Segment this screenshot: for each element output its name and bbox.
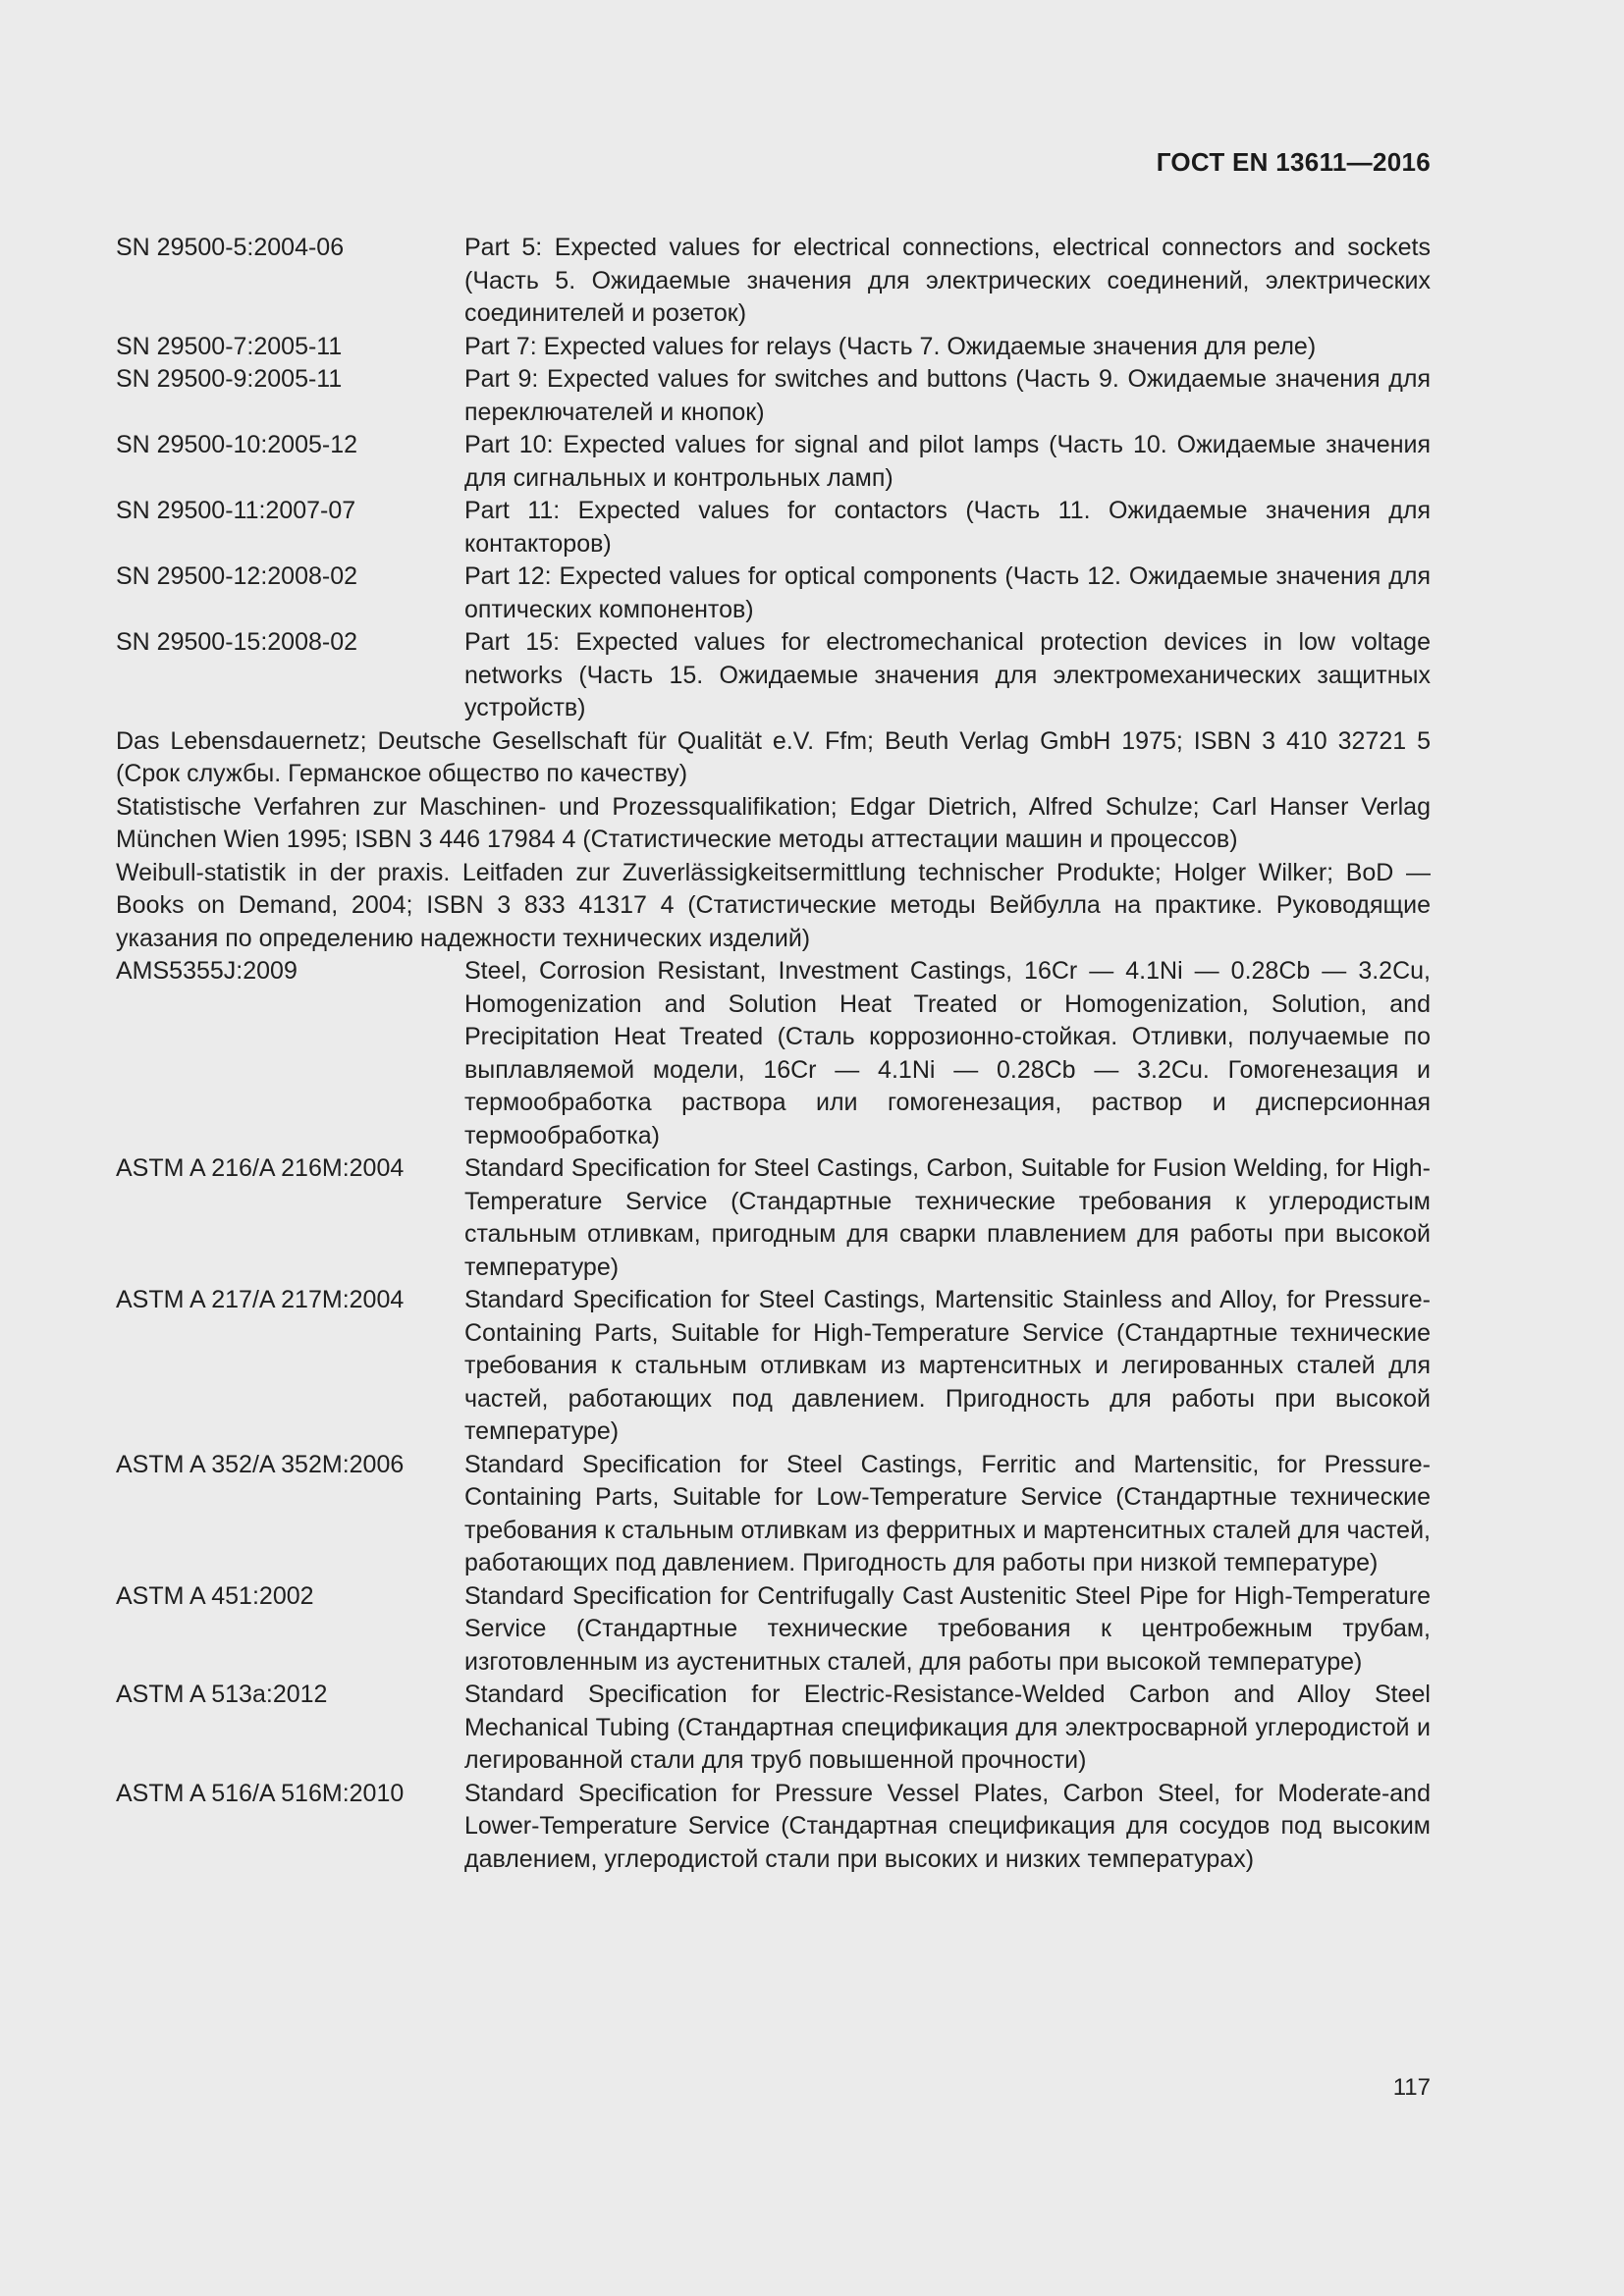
reference-title: Standard Specification for Steel Castings, Ferritic and Martensitic, for Pressure-Containing Parts, Suitable for Low-Temperature Service (Стандартные технические требования к стальным отливкам из ферритных и мартенситных сталей для частей, работающих под давлением. Пригодность для работы при низкой температуре) xyxy=(464,1450,1431,1576)
reference-entry xyxy=(116,363,1431,429)
reference-title: Part 7: Expected values for relays (Часть 7. Ожидаемые значения для реле) xyxy=(464,332,1317,360)
book-reference: Weibull-statistik in der praxis. Leitfaden zur Zuverlässigkeitsermittlung technischer Produkte; Holger Wilker; BoD — Books on Demand, 2004; ISBN 3 833 41317 4 (Статистические методы Вейбулла на практике. Руководящие указания по определению надежности технических изделий) xyxy=(116,858,1431,952)
reference-code: SN 29500-11:2007-07 xyxy=(116,497,356,524)
reference-entry xyxy=(116,561,1431,626)
reference-code: ASTM A 513a:2012 xyxy=(116,1681,328,1708)
reference-title: Steel, Corrosion Resistant, Investment Castings, 16Cr — 4.1Ni — 0.28Cb — 3.2Cu, Homogenization and Solution Heat Treated or Homogenization, Solution, and Precipitation Heat Treated (Сталь коррозионно-стойкая. Отливки, получаемые по выплавляемой модели, 16Cr — 4.1Ni — 0.28Cb — 3.2Cu. Гомогенезация и термообработка раствора или гомогенезация, раствор и дисперсионная термообработка) xyxy=(464,957,1431,1149)
reference-entry xyxy=(116,1778,1431,1877)
reference-title: Part 10: Expected values for signal and pilot lamps (Часть 10. Ожидаемые значения для сигнальных и контрольных ламп) xyxy=(464,431,1431,492)
reference-title: Part 9: Expected values for switches and buttons (Часть 9. Ожидаемые значения для переключателей и кнопок) xyxy=(464,365,1431,426)
reference-entry xyxy=(116,1284,1431,1449)
reference-title: Standard Specification for Steel Castings, Carbon, Suitable for Fusion Welding, for High-Temperature Service (Стандартные технические требования к углеродистым стальным отливкам, пригодным для сварки плавлением для работы при высокой температуре) xyxy=(464,1154,1431,1281)
reference-title: Standard Specification for Steel Castings, Martensitic Stainless and Alloy, for Pressure-Containing Parts, Suitable for High-Temperature Service (Стандартные технические требования к стальным отливкам из мартенситных и легированных сталей для частей, работающих под давлением. Пригодность для работы при высокой температуре) xyxy=(464,1286,1431,1445)
book-reference: Das Lebensdauernetz; Deutsche Gesellschaft für Qualität e.V. Ffm; Beuth Verlag GmbH 1975; ISBN 3 410 32721 5 (Срок службы. Германское общество по качеству) xyxy=(116,726,1431,787)
bibliography-list xyxy=(116,232,1431,1876)
reference-entry xyxy=(116,955,1431,1152)
reference-entry xyxy=(116,495,1431,561)
reference-code: ASTM A 217/A 217M:2004 xyxy=(116,1286,405,1313)
reference-entry xyxy=(116,1679,1431,1778)
reference-code: SN 29500-7:2005-11 xyxy=(116,332,343,360)
reference-title: Part 12: Expected values for optical components (Часть 12. Ожидаемые значения для оптических компонентов) xyxy=(464,562,1431,623)
reference-code: ASTM A 216/A 216M:2004 xyxy=(116,1154,405,1182)
reference-entry xyxy=(116,1580,1431,1680)
document-header: ГОСТ EN 13611—2016 xyxy=(1156,147,1431,177)
reference-entry xyxy=(116,429,1431,495)
reference-code: ASTM A 352/A 352M:2006 xyxy=(116,1450,405,1478)
reference-code: SN 29500-12:2008-02 xyxy=(116,562,358,590)
reference-entry xyxy=(116,1449,1431,1580)
reference-code: SN 29500-9:2005-11 xyxy=(116,365,343,393)
reference-title: Part 5: Expected values for electrical connections, electrical connectors and sockets (Часть 5. Ожидаемые значения для электрических соединений, электрических соединителей и розеток) xyxy=(464,234,1431,327)
reference-title: Part 15: Expected values for electromechanical protection devices in low voltage networks (Часть 15. Ожидаемые значения для электромеханических защитных устройств) xyxy=(464,628,1431,721)
reference-title: Standard Specification for Centrifugally Cast Austenitic Steel Pipe for High-Temperature Service (Стандартные технические требования к центробежным трубам, изготовленным из аустенитных сталей, для работы при высокой температуре) xyxy=(464,1581,1431,1676)
reference-code: SN 29500-10:2005-12 xyxy=(116,431,358,458)
reference-title: Standard Specification for Pressure Vessel Plates, Carbon Steel, for Moderate-and Lower-Temperature Service (Стандартная спецификация для сосудов под высоким давлением, углеродистой стали при высоких и низких температурах) xyxy=(464,1779,1431,1873)
page-number: 117 xyxy=(1392,2074,1431,2101)
reference-code: SN 29500-5:2004-06 xyxy=(116,234,345,261)
reference-code: SN 29500-15:2008-02 xyxy=(116,628,358,656)
reference-entry xyxy=(116,626,1431,725)
reference-code: ASTM A 516/A 516M:2010 xyxy=(116,1779,405,1807)
reference-entry xyxy=(116,331,1431,364)
reference-title: Standard Specification for Electric-Resistance-Welded Carbon and Alloy Steel Mechanical Tubing (Стандартная спецификация для электросварной углеродистой и легированной стали для труб повышенной прочности) xyxy=(464,1681,1431,1774)
reference-entry xyxy=(116,1152,1431,1284)
reference-entry xyxy=(116,232,1431,331)
reference-code: ASTM A 451:2002 xyxy=(116,1581,314,1610)
reference-title: Part 11: Expected values for contactors (Часть 11. Ожидаемые значения для контакторов) xyxy=(464,497,1431,558)
reference-code: AMS5355J:2009 xyxy=(116,957,298,985)
book-reference: Statistische Verfahren zur Maschinen- und Prozessqualifikation; Edgar Dietrich, Alfred Schulze; Carl Hanser Verlag München Wien 1995; ISBN 3 446 17984 4 (Статистические методы аттестации машин и процессов) xyxy=(116,792,1431,853)
